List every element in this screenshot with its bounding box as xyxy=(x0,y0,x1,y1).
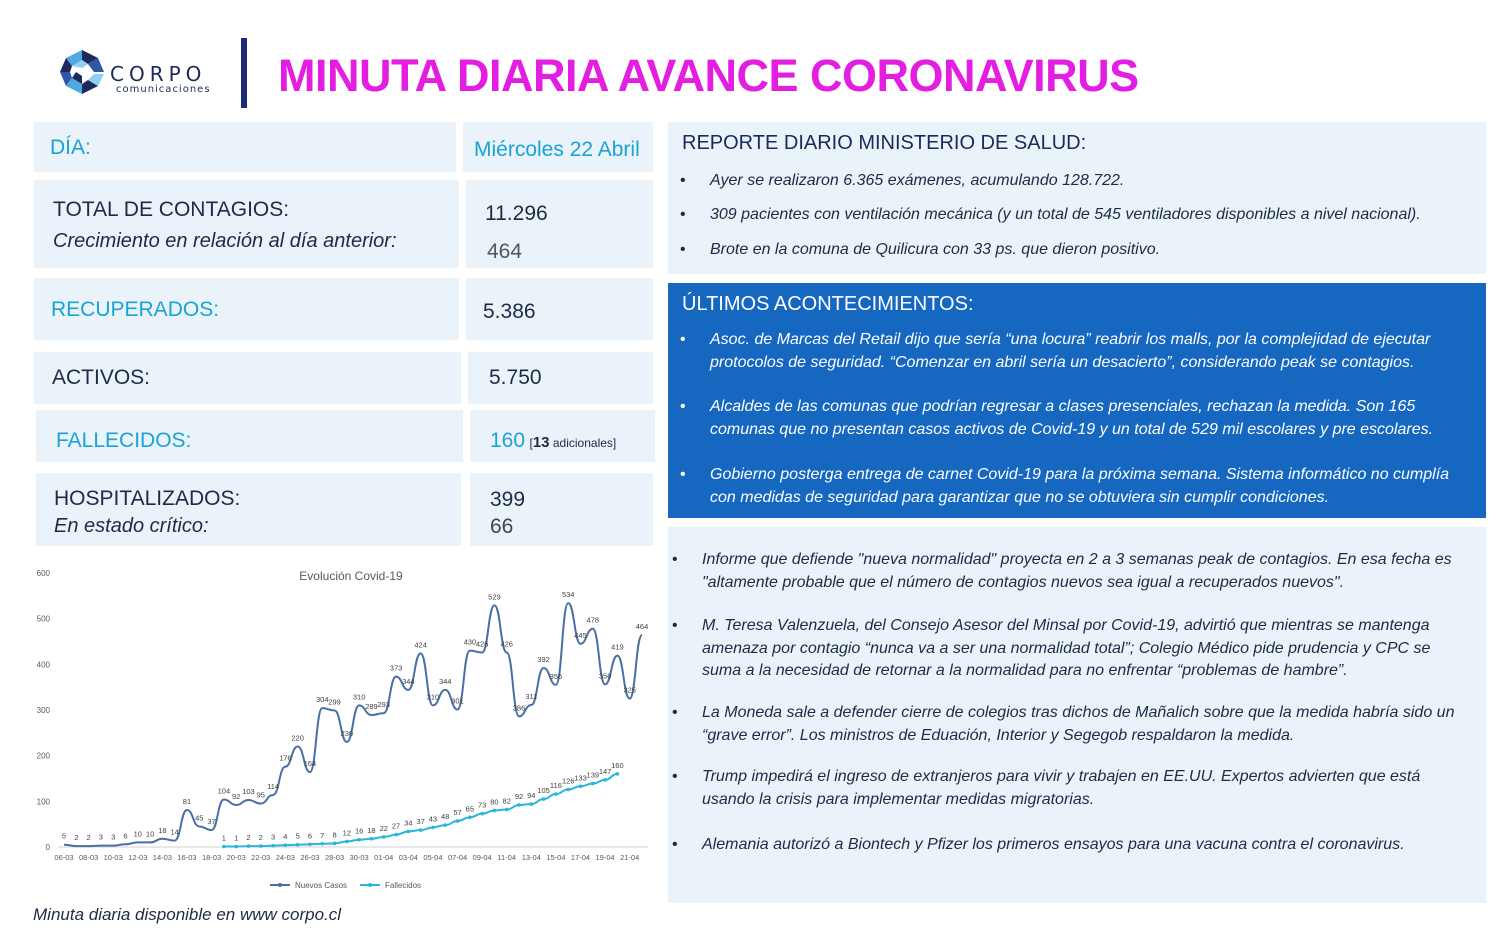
point-fallecidos xyxy=(345,840,349,844)
series-line-nuevos xyxy=(61,603,642,846)
x-tick-label: 10-03 xyxy=(103,853,123,862)
dia-label-box xyxy=(34,122,456,172)
x-tick-label: 07-04 xyxy=(447,853,468,862)
y-tick-label: 600 xyxy=(36,569,50,578)
point-fallecidos xyxy=(456,819,460,823)
total-value-box xyxy=(466,180,653,268)
reporte-item-2: • 309 pacientes con ventilación mecánica (y un total de 545 ventiladores disponibles a nivel nacional). xyxy=(710,204,1470,227)
x-tick-label: 08-03 xyxy=(79,853,99,862)
data-label-fallecidos: 139 xyxy=(586,770,600,780)
data-label-nuevos: 356 xyxy=(598,671,612,681)
ultimos-title: ÚLTIMOS ACONTECIMIENTOS: xyxy=(682,293,974,315)
data-label-nuevos: 299 xyxy=(328,697,341,707)
corpo-logo xyxy=(58,48,228,100)
data-label-nuevos: 164 xyxy=(303,759,317,769)
data-label-nuevos: 176 xyxy=(279,753,292,763)
data-label-nuevos: 230 xyxy=(340,728,354,738)
x-tick-label: 11-04 xyxy=(497,853,517,862)
data-label-nuevos: 3 xyxy=(111,832,116,842)
recuperados-label-box xyxy=(34,278,459,340)
fallecidos-label-box xyxy=(36,410,463,462)
data-label-fallecidos: 92 xyxy=(514,791,524,801)
x-tick-label: 22-03 xyxy=(251,853,271,862)
point-fallecidos xyxy=(616,772,620,776)
data-label-nuevos: 310 xyxy=(426,692,440,702)
y-tick-label: 100 xyxy=(36,797,50,807)
data-label-fallecidos: 147 xyxy=(598,766,612,776)
data-label-nuevos: 5 xyxy=(61,831,67,841)
data-label-nuevos: 529 xyxy=(488,592,501,602)
chart-title: Evolución Covid-19 xyxy=(299,569,403,583)
data-label-fallecidos: 12 xyxy=(342,828,352,838)
data-label-fallecidos: 65 xyxy=(465,804,475,814)
x-tick-label: 26-03 xyxy=(300,853,320,862)
point-fallecidos xyxy=(443,823,447,827)
corpo-logo-icon xyxy=(58,48,106,96)
point-fallecidos xyxy=(382,835,386,839)
noticia-item-1: • Informe que defiende "nueva normalidad" proyecta en 2 a 3 semanas peak de contagios. En esa fecha es "altamente probable que el número de contagios nuevos sea igual a recuperados nuevos". xyxy=(702,549,1472,594)
data-label-fallecidos: 105 xyxy=(537,786,550,796)
data-label-fallecidos: 6 xyxy=(307,831,313,841)
point-fallecidos xyxy=(505,808,509,812)
point-fallecidos xyxy=(530,802,534,806)
data-label-nuevos: 344 xyxy=(402,676,415,686)
reporte-title: REPORTE DIARIO MINISTERIO DE SALUD: xyxy=(682,132,1087,154)
data-label-nuevos: 392 xyxy=(537,654,550,664)
point-fallecidos xyxy=(308,842,312,846)
critico-label: En estado crítico: xyxy=(54,515,209,537)
point-fallecidos xyxy=(333,842,337,846)
page-title: MINUTA DIARIA AVANCE CORONAVIRUS xyxy=(278,50,1139,101)
point-fallecidos xyxy=(554,792,558,796)
data-label-fallecidos: 57 xyxy=(453,807,462,817)
covid-evolution-chart xyxy=(30,560,655,895)
data-label-fallecidos: 18 xyxy=(367,825,376,835)
data-label-nuevos: 10 xyxy=(145,829,155,839)
x-tick-label: 01-04 xyxy=(374,853,394,862)
x-tick-label: 30-03 xyxy=(349,853,369,862)
data-label-nuevos: 92 xyxy=(231,791,241,801)
total-contagios-value: 11.296 xyxy=(485,202,548,225)
point-fallecidos xyxy=(431,826,435,830)
data-label-nuevos: 478 xyxy=(586,615,600,625)
footer-note: Minuta diaria disponible en www corpo.cl xyxy=(33,905,342,924)
data-label-nuevos: 344 xyxy=(438,676,452,686)
data-label-fallecidos: 82 xyxy=(502,796,511,806)
data-label-fallecidos: 2 xyxy=(246,833,251,843)
reporte-item-1: • Ayer se realizaron 6.365 exámenes, acumulando 128.722. xyxy=(710,170,1470,193)
data-label-nuevos: 81 xyxy=(182,797,192,807)
point-fallecidos xyxy=(370,837,374,841)
data-label-fallecidos: 126 xyxy=(561,776,575,786)
data-label-nuevos: 304 xyxy=(315,695,329,705)
dia-value-box xyxy=(463,122,653,172)
hospitalizados-value-box xyxy=(470,473,653,546)
point-fallecidos xyxy=(419,828,423,832)
data-label-fallecidos: 160 xyxy=(611,760,624,770)
chart-axes xyxy=(37,569,648,862)
brand-name: CORPO xyxy=(110,62,207,86)
point-fallecidos xyxy=(493,809,497,813)
data-label-nuevos: 534 xyxy=(561,590,575,600)
point-fallecidos xyxy=(579,784,583,788)
data-label-nuevos: 104 xyxy=(217,786,231,796)
x-tick-label: 24-03 xyxy=(275,853,295,862)
data-label-nuevos: 2 xyxy=(74,833,79,843)
data-label-fallecidos: 73 xyxy=(477,800,487,810)
data-label-nuevos: 10 xyxy=(133,829,142,839)
legend-label-nuevos: Nuevos Casos xyxy=(295,881,348,890)
activos-value: 5.750 xyxy=(489,366,542,389)
x-tick-label: 09-04 xyxy=(472,853,492,862)
fallecidos-label: FALLECIDOS: xyxy=(56,429,192,452)
x-tick-label: 28-03 xyxy=(324,853,345,862)
data-label-fallecidos: 27 xyxy=(391,821,401,831)
y-tick-label: 200 xyxy=(36,751,50,761)
data-label-nuevos: 464 xyxy=(635,622,649,632)
hospitalizados-label-box xyxy=(36,473,461,546)
x-tick-label: 21-04 xyxy=(620,853,640,862)
data-label-fallecidos: 80 xyxy=(490,797,499,807)
data-label-nuevos: 286 xyxy=(512,703,526,713)
point-fallecidos xyxy=(357,838,361,842)
ultimos-item-1: • Asoc. de Marcas del Retail dijo que sería “una locura” reabrir los malls, por la complejidad de ejecutar protocolos de seguridad. “Comenzar en abril sería un desacierto”, considerando peak se contagios. xyxy=(710,329,1472,374)
reporte-panel xyxy=(668,122,1486,274)
data-label-fallecidos: 22 xyxy=(379,823,388,833)
activos-label-box xyxy=(34,352,461,404)
data-label-nuevos: 103 xyxy=(242,786,255,796)
point-fallecidos xyxy=(271,844,275,848)
data-label-nuevos: 310 xyxy=(352,692,366,702)
data-label-nuevos: 301 xyxy=(451,696,464,706)
data-label-fallecidos: 116 xyxy=(549,781,562,791)
point-fallecidos xyxy=(603,778,607,782)
data-label-nuevos: 430 xyxy=(463,637,477,647)
data-label-nuevos: 6 xyxy=(123,831,128,841)
hospitalizados-value: 399 xyxy=(490,488,526,511)
data-label-nuevos: 424 xyxy=(414,640,427,650)
data-label-fallecidos: 1 xyxy=(221,833,226,843)
legend-marker-nuevos xyxy=(278,883,282,887)
data-label-nuevos: 289 xyxy=(365,702,378,712)
data-label-nuevos: 419 xyxy=(611,642,624,652)
data-label-nuevos: 2 xyxy=(86,833,91,843)
ultimos-item-3: • Gobierno posterga entrega de carnet Covid-19 para la próxima semana. Sistema informático no cumplía con medidas de seguridad para garantizar que no se obtuviera sin cumplir condiciones. xyxy=(710,464,1472,509)
chart-legend xyxy=(270,881,421,890)
data-label-nuevos: 426 xyxy=(475,639,489,649)
x-tick-label: 15-04 xyxy=(546,853,566,862)
noticia-item-5: • Alemania autorizó a Biontech y Pfizer los primeros ensayos para una vacuna contra el coronavirus. xyxy=(702,834,1472,857)
data-label-fallecidos: 16 xyxy=(354,826,364,836)
point-fallecidos xyxy=(222,845,226,849)
ultimos-panel xyxy=(668,283,1486,518)
critico-value: 66 xyxy=(490,515,514,538)
data-label-nuevos: 426 xyxy=(500,639,513,649)
crecimiento-value: 464 xyxy=(487,240,523,263)
x-tick-label: 20-03 xyxy=(226,853,246,862)
crecimiento-label: Crecimiento en relación al día anterior: xyxy=(53,230,397,252)
data-label-nuevos: 373 xyxy=(389,663,403,673)
legend-marker-fallecidos xyxy=(368,883,372,887)
data-label-fallecidos: 5 xyxy=(295,831,300,841)
activos-label: ACTIVOS: xyxy=(52,366,151,389)
data-label-fallecidos: 133 xyxy=(574,773,587,783)
fallecidos-extra-number: 13 xyxy=(532,434,550,451)
data-label-fallecidos: 4 xyxy=(283,832,288,842)
x-tick-label: 06-03 xyxy=(54,853,74,862)
x-tick-label: 05-04 xyxy=(423,853,443,862)
legend-label-fallecidos: Fallecidos xyxy=(385,881,422,890)
point-fallecidos xyxy=(468,816,472,820)
x-tick-label: 14-03 xyxy=(152,853,172,862)
noticia-item-2: • M. Teresa Valenzuela, del Consejo Asesor del Minsal por Covid-19, advirtió que mientras se mantenga amenaza por contagio “nunca va a ser una normalidad total”; Colegio Médico pide prudencia y CPC se suma a la necesidad de retornar a la normalidad para no enfrentar “problemas de hambre”. xyxy=(702,615,1472,683)
data-label-fallecidos: 3 xyxy=(270,832,276,842)
x-tick-label: 12-03 xyxy=(128,853,148,862)
data-label-nuevos: 445 xyxy=(574,630,587,640)
data-label-fallecidos: 43 xyxy=(428,814,438,824)
data-label-nuevos: 114 xyxy=(267,781,280,791)
fallecidos-value-group: 160 [13 adicionales] xyxy=(490,429,617,452)
chart-lines xyxy=(61,603,642,848)
recuperados-value: 5.386 xyxy=(483,300,536,323)
data-label-fallecidos: 48 xyxy=(441,812,450,822)
noticias-panel xyxy=(668,527,1486,903)
fallecidos-value: 160 xyxy=(490,429,526,452)
total-label-box xyxy=(34,180,459,268)
x-tick-label: 18-03 xyxy=(201,853,222,862)
x-tick-label: 16-03 xyxy=(177,853,197,862)
fallecidos-value-box xyxy=(470,410,655,462)
data-label-nuevos: 220 xyxy=(291,733,304,743)
data-label-nuevos: 45 xyxy=(195,813,204,823)
activos-value-box xyxy=(468,352,653,404)
dia-value: Miércoles 22 Abril xyxy=(474,138,640,161)
data-label-nuevos: 311 xyxy=(525,691,538,701)
point-fallecidos xyxy=(259,844,263,848)
point-fallecidos xyxy=(234,845,238,849)
point-fallecidos xyxy=(480,812,484,816)
point-fallecidos xyxy=(591,782,595,786)
point-fallecidos xyxy=(566,788,570,792)
recuperados-label: RECUPERADOS: xyxy=(51,298,220,321)
data-label-fallecidos: 7 xyxy=(320,830,325,840)
point-fallecidos xyxy=(542,797,546,801)
data-label-nuevos: 293 xyxy=(377,700,391,710)
brand-subtitle: comunicaciones xyxy=(116,84,211,95)
data-label-fallecidos: 34 xyxy=(404,818,413,828)
point-fallecidos xyxy=(394,833,398,837)
x-tick-label: 03-04 xyxy=(398,853,418,862)
point-fallecidos xyxy=(320,842,324,846)
x-tick-label: 17-04 xyxy=(570,853,591,862)
fallecidos-extra-text: adicionales xyxy=(552,436,613,450)
dia-label: DÍA: xyxy=(50,136,91,159)
x-tick-label: 13-04 xyxy=(521,853,541,862)
ultimos-item-2: • Alcaldes de las comunas que podrían regresar a clases presenciales, rechazan la medida. Son 165 comunas que no presentan casos activos de Covid-19 y un total de 529 mil escolares y pre escolares. xyxy=(710,396,1472,441)
data-label-nuevos: 37 xyxy=(207,817,216,827)
data-label-fallecidos: 2 xyxy=(258,833,263,843)
header-divider xyxy=(241,38,247,108)
data-label-nuevos: 355 xyxy=(549,671,563,681)
y-tick-label: 500 xyxy=(36,614,50,624)
reporte-item-3: • Brote en la comuna de Quilicura con 33 ps. que dieron positivo. xyxy=(710,239,1470,262)
data-label-fallecidos: 37 xyxy=(416,817,425,827)
data-label-nuevos: 95 xyxy=(256,790,265,800)
data-label-fallecidos: 8 xyxy=(332,830,337,840)
x-tick-label: 19-04 xyxy=(595,853,615,862)
y-tick-label: 300 xyxy=(36,706,50,715)
point-fallecidos xyxy=(407,830,411,834)
noticia-item-3: • La Moneda sale a defender cierre de colegios tras dichos de Mañalich sobre que la medida habría sido un “grave error”. Los ministros de Eduación, Interior y Segegob respaldaron la medida. xyxy=(702,702,1472,747)
point-fallecidos xyxy=(284,843,288,847)
data-label-nuevos: 14 xyxy=(170,827,179,837)
data-label-fallecidos: 94 xyxy=(527,791,536,801)
total-contagios-label: TOTAL DE CONTAGIOS: xyxy=(53,198,290,221)
data-label-nuevos: 18 xyxy=(158,825,167,835)
data-label-fallecidos: 1 xyxy=(234,833,239,843)
point-fallecidos xyxy=(517,803,521,807)
point-fallecidos xyxy=(296,843,300,847)
y-tick-label: 0 xyxy=(45,843,50,852)
noticia-item-4: • Trump impedirá el ingreso de extranjeros para vivir y trabajen en EE.UU. Expertos advierten que está usando la crisis para implementar medidas migratorias. xyxy=(702,766,1472,811)
y-tick-label: 400 xyxy=(36,660,50,670)
data-label-nuevos: 325 xyxy=(623,685,636,695)
point-fallecidos xyxy=(247,844,251,848)
recuperados-value-box xyxy=(466,278,653,340)
hospitalizados-label: HOSPITALIZADOS: xyxy=(54,487,241,510)
data-label-nuevos: 3 xyxy=(98,832,103,842)
